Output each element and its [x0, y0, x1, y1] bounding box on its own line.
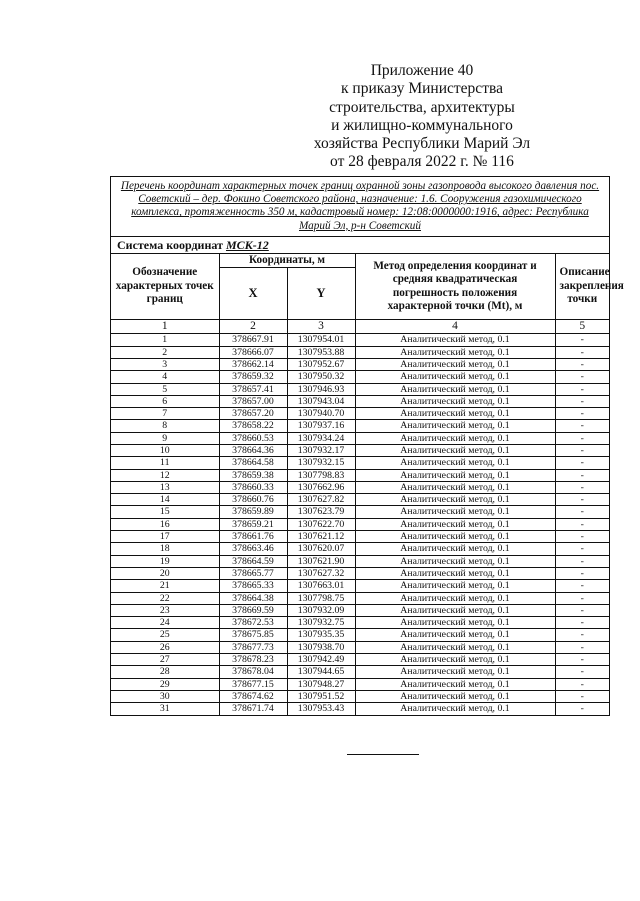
col-description-header: Описание закрепления точки — [555, 253, 609, 320]
point-number-cell: 13 — [111, 481, 219, 493]
x-coordinate-cell: 378664.38 — [219, 592, 287, 604]
point-number-cell: 8 — [111, 420, 219, 432]
point-number-cell: 2 — [111, 346, 219, 358]
table-row — [111, 395, 609, 407]
description-cell: - — [555, 654, 609, 666]
table-row — [111, 703, 609, 715]
method-cell: Аналитический метод, 0.1 — [355, 371, 555, 383]
point-number-cell: 20 — [111, 567, 219, 579]
point-number-cell: 6 — [111, 395, 219, 407]
y-coordinate-cell: 1307932.17 — [287, 444, 355, 456]
point-number-cell: 5 — [111, 383, 219, 395]
description-cell: - — [555, 481, 609, 493]
table-row — [111, 604, 609, 616]
document-header — [292, 62, 552, 172]
x-coordinate-cell: 378659.38 — [219, 469, 287, 481]
method-cell: Аналитический метод, 0.1 — [355, 592, 555, 604]
table-row — [111, 481, 609, 493]
method-cell: Аналитический метод, 0.1 — [355, 444, 555, 456]
description-cell: - — [555, 641, 609, 653]
description-cell: - — [555, 703, 609, 715]
x-coordinate-cell: 378674.62 — [219, 690, 287, 702]
table-row — [111, 617, 609, 629]
description-cell: - — [555, 408, 609, 420]
coordinates-table-body — [111, 320, 609, 715]
method-cell: Аналитический метод, 0.1 — [355, 432, 555, 444]
y-coordinate-cell: 1307662.96 — [287, 481, 355, 493]
header-line: Приложение 40 — [370, 62, 474, 79]
header-line: строительства, архитектуры — [329, 98, 515, 116]
point-number-cell: 14 — [111, 494, 219, 506]
table-row — [111, 469, 609, 481]
method-cell: Аналитический метод, 0.1 — [355, 469, 555, 481]
header-line: хозяйства Республики Марий Эл — [313, 135, 531, 153]
method-cell: Аналитический метод, 0.1 — [355, 518, 555, 530]
x-coordinate-cell: 378659.21 — [219, 518, 287, 530]
x-coordinate-cell: 378669.59 — [219, 604, 287, 616]
point-number-cell: 19 — [111, 555, 219, 567]
table-row — [111, 543, 609, 555]
x-coordinate-cell: 378677.15 — [219, 678, 287, 690]
x-coordinate-cell: 378658.22 — [219, 420, 287, 432]
method-cell: Аналитический метод, 0.1 — [355, 580, 555, 592]
point-number-cell: 26 — [111, 641, 219, 653]
point-number-cell: 21 — [111, 580, 219, 592]
method-cell: Аналитический метод, 0.1 — [355, 678, 555, 690]
col-x-header: X — [219, 268, 287, 320]
description-cell: - — [555, 617, 609, 629]
point-number-cell: 31 — [111, 703, 219, 715]
description-cell: - — [555, 457, 609, 469]
method-cell: Аналитический метод, 0.1 — [355, 604, 555, 616]
x-coordinate-cell: 378663.46 — [219, 543, 287, 555]
table-row — [111, 371, 609, 383]
point-number-cell: 15 — [111, 506, 219, 518]
method-cell: Аналитический метод, 0.1 — [355, 481, 555, 493]
y-coordinate-cell: 1307623.79 — [287, 506, 355, 518]
x-coordinate-cell: 378664.36 — [219, 444, 287, 456]
method-cell: Аналитический метод, 0.1 — [355, 506, 555, 518]
description-cell: - — [555, 506, 609, 518]
point-number-cell: 18 — [111, 543, 219, 555]
x-coordinate-cell: 378657.20 — [219, 408, 287, 420]
method-cell: Аналитический метод, 0.1 — [355, 494, 555, 506]
table-row — [111, 494, 609, 506]
table-row — [111, 506, 609, 518]
description-cell: - — [555, 555, 609, 567]
y-coordinate-cell: 1307953.43 — [287, 703, 355, 715]
table-row — [111, 518, 609, 530]
x-coordinate-cell: 378657.00 — [219, 395, 287, 407]
column-number: 1 — [111, 320, 219, 334]
method-cell: Аналитический метод, 0.1 — [355, 654, 555, 666]
column-number-row — [111, 320, 609, 334]
description-cell: - — [555, 678, 609, 690]
y-coordinate-cell: 1307935.35 — [287, 629, 355, 641]
method-cell: Аналитический метод, 0.1 — [355, 334, 555, 346]
y-coordinate-cell: 1307943.04 — [287, 395, 355, 407]
point-number-cell: 22 — [111, 592, 219, 604]
x-coordinate-cell: 378675.85 — [219, 629, 287, 641]
x-coordinate-cell: 378660.76 — [219, 494, 287, 506]
method-cell: Аналитический метод, 0.1 — [355, 629, 555, 641]
coordinate-system-value: МСК-12 — [225, 237, 269, 252]
header-line: и жилищно-коммунального — [331, 116, 513, 134]
table-row — [111, 567, 609, 579]
table-row — [111, 678, 609, 690]
method-cell: Аналитический метод, 0.1 — [355, 641, 555, 653]
description-cell: - — [555, 383, 609, 395]
description-cell: - — [555, 494, 609, 506]
y-coordinate-cell: 1307798.83 — [287, 469, 355, 481]
method-cell: Аналитический метод, 0.1 — [355, 457, 555, 469]
description-cell: - — [555, 666, 609, 678]
method-cell: Аналитический метод, 0.1 — [355, 703, 555, 715]
description-cell: - — [555, 420, 609, 432]
point-number-cell: 30 — [111, 690, 219, 702]
table-row — [111, 346, 609, 358]
description-cell: - — [555, 531, 609, 543]
point-number-cell: 16 — [111, 518, 219, 530]
y-coordinate-cell: 1307932.15 — [287, 457, 355, 469]
y-coordinate-cell: 1307621.90 — [287, 555, 355, 567]
description-cell: - — [555, 358, 609, 370]
point-number-cell: 3 — [111, 358, 219, 370]
x-coordinate-cell: 378678.23 — [219, 654, 287, 666]
x-coordinate-cell: 378667.91 — [219, 334, 287, 346]
y-coordinate-cell: 1307951.52 — [287, 690, 355, 702]
point-number-cell: 17 — [111, 531, 219, 543]
point-number-cell: 1 — [111, 334, 219, 346]
description-cell: - — [555, 592, 609, 604]
y-coordinate-cell: 1307952.67 — [287, 358, 355, 370]
y-coordinate-cell: 1307940.70 — [287, 408, 355, 420]
description-cell: - — [555, 580, 609, 592]
x-coordinate-cell: 378672.53 — [219, 617, 287, 629]
point-number-cell: 12 — [111, 469, 219, 481]
table-row — [111, 531, 609, 543]
y-coordinate-cell: 1307937.16 — [287, 420, 355, 432]
table-row — [111, 432, 609, 444]
x-coordinate-cell: 378659.32 — [219, 371, 287, 383]
y-coordinate-cell: 1307663.01 — [287, 580, 355, 592]
method-cell: Аналитический метод, 0.1 — [355, 543, 555, 555]
x-coordinate-cell: 378671.74 — [219, 703, 287, 715]
y-coordinate-cell: 1307798.75 — [287, 592, 355, 604]
header-line: от 28 февраля 2022 г. № 116 — [330, 153, 514, 171]
point-number-cell: 24 — [111, 617, 219, 629]
y-coordinate-cell: 1307950.32 — [287, 371, 355, 383]
y-coordinate-cell: 1307948.27 — [287, 678, 355, 690]
method-cell: Аналитический метод, 0.1 — [355, 383, 555, 395]
signature-line — [347, 754, 419, 755]
x-coordinate-cell: 378665.33 — [219, 580, 287, 592]
table-row — [111, 408, 609, 420]
table-row — [111, 334, 609, 346]
y-coordinate-cell: 1307942.49 — [287, 654, 355, 666]
x-coordinate-cell: 378659.89 — [219, 506, 287, 518]
x-coordinate-cell: 378660.53 — [219, 432, 287, 444]
point-number-cell: 23 — [111, 604, 219, 616]
method-cell: Аналитический метод, 0.1 — [355, 531, 555, 543]
description-cell: - — [555, 604, 609, 616]
x-coordinate-cell: 378678.04 — [219, 666, 287, 678]
method-cell: Аналитический метод, 0.1 — [355, 408, 555, 420]
table-row — [111, 690, 609, 702]
column-number: 3 — [287, 320, 355, 334]
header-line: к приказу Министерства — [341, 80, 503, 98]
table-row — [111, 383, 609, 395]
method-cell: Аналитический метод, 0.1 — [355, 346, 555, 358]
y-coordinate-cell: 1307954.01 — [287, 334, 355, 346]
point-number-cell: 10 — [111, 444, 219, 456]
x-coordinate-cell: 378665.77 — [219, 567, 287, 579]
y-coordinate-cell: 1307932.75 — [287, 617, 355, 629]
column-number: 2 — [219, 320, 287, 334]
description-cell: - — [555, 567, 609, 579]
method-cell: Аналитический метод, 0.1 — [355, 666, 555, 678]
y-coordinate-cell: 1307944.65 — [287, 666, 355, 678]
x-coordinate-cell: 378677.73 — [219, 641, 287, 653]
table-row — [111, 555, 609, 567]
coordinates-frame — [110, 176, 624, 716]
x-coordinate-cell: 378664.59 — [219, 555, 287, 567]
method-cell: Аналитический метод, 0.1 — [355, 567, 555, 579]
y-coordinate-cell: 1307621.12 — [287, 531, 355, 543]
point-number-cell: 29 — [111, 678, 219, 690]
description-cell: - — [555, 334, 609, 346]
point-number-cell: 7 — [111, 408, 219, 420]
description-cell: - — [555, 395, 609, 407]
table-row — [111, 580, 609, 592]
table-row — [111, 641, 609, 653]
point-number-cell: 4 — [111, 371, 219, 383]
y-coordinate-cell: 1307934.24 — [287, 432, 355, 444]
x-coordinate-cell: 378660.33 — [219, 481, 287, 493]
description-cell: - — [555, 543, 609, 555]
method-cell: Аналитический метод, 0.1 — [355, 617, 555, 629]
y-coordinate-cell: 1307627.82 — [287, 494, 355, 506]
method-cell: Аналитический метод, 0.1 — [355, 395, 555, 407]
column-number: 5 — [555, 320, 609, 334]
table-row — [111, 629, 609, 641]
method-cell: Аналитический метод, 0.1 — [355, 555, 555, 567]
y-coordinate-cell: 1307627.32 — [287, 567, 355, 579]
coordinate-system-label: Система координат — [117, 237, 223, 252]
coordinates-table — [111, 253, 624, 715]
description-cell: - — [555, 432, 609, 444]
document-title: Перечень координат характерных точек границ охранной зоны газопровода высокого давления пос. Советский – дер. Фокино Советского района, назначение: 1.6. Сооружения газохимического комплекса, протяженность 350 м, кадастровый номер: 12:08:0000000:1916, адрес: Республика Марий Эл, р-н Советский — [120, 180, 600, 232]
y-coordinate-cell: 1307620.07 — [287, 543, 355, 555]
description-cell: - — [555, 444, 609, 456]
table-row — [111, 592, 609, 604]
point-number-cell: 28 — [111, 666, 219, 678]
description-cell: - — [555, 371, 609, 383]
point-number-cell: 25 — [111, 629, 219, 641]
y-coordinate-cell: 1307622.70 — [287, 518, 355, 530]
y-coordinate-cell: 1307938.70 — [287, 641, 355, 653]
x-coordinate-cell: 378666.07 — [219, 346, 287, 358]
table-row — [111, 358, 609, 370]
description-cell: - — [555, 469, 609, 481]
table-row — [111, 666, 609, 678]
y-coordinate-cell: 1307953.88 — [287, 346, 355, 358]
col-y-header: Y — [287, 268, 355, 320]
x-coordinate-cell: 378664.58 — [219, 457, 287, 469]
column-number: 4 — [355, 320, 555, 334]
y-coordinate-cell: 1307946.93 — [287, 383, 355, 395]
x-coordinate-cell: 378657.41 — [219, 383, 287, 395]
table-row — [111, 654, 609, 666]
table-row — [111, 444, 609, 456]
method-cell: Аналитический метод, 0.1 — [355, 420, 555, 432]
method-cell: Аналитический метод, 0.1 — [355, 690, 555, 702]
col-coordinates-header: Координаты, м — [219, 253, 355, 268]
description-cell: - — [555, 690, 609, 702]
col-point-header: Обозначение характерных точек границ — [111, 253, 219, 320]
description-cell: - — [555, 518, 609, 530]
description-cell: - — [555, 629, 609, 641]
col-method-header: Метод определения координат и средняя квадратическая погрешность положения характерной точки (Mt), м — [355, 253, 555, 320]
x-coordinate-cell: 378662.14 — [219, 358, 287, 370]
table-row — [111, 457, 609, 469]
y-coordinate-cell: 1307932.09 — [287, 604, 355, 616]
description-cell: - — [555, 346, 609, 358]
point-number-cell: 27 — [111, 654, 219, 666]
method-cell: Аналитический метод, 0.1 — [355, 358, 555, 370]
coordinate-system — [111, 236, 609, 253]
table-row — [111, 420, 609, 432]
x-coordinate-cell: 378661.76 — [219, 531, 287, 543]
point-number-cell: 9 — [111, 432, 219, 444]
point-number-cell: 11 — [111, 457, 219, 469]
